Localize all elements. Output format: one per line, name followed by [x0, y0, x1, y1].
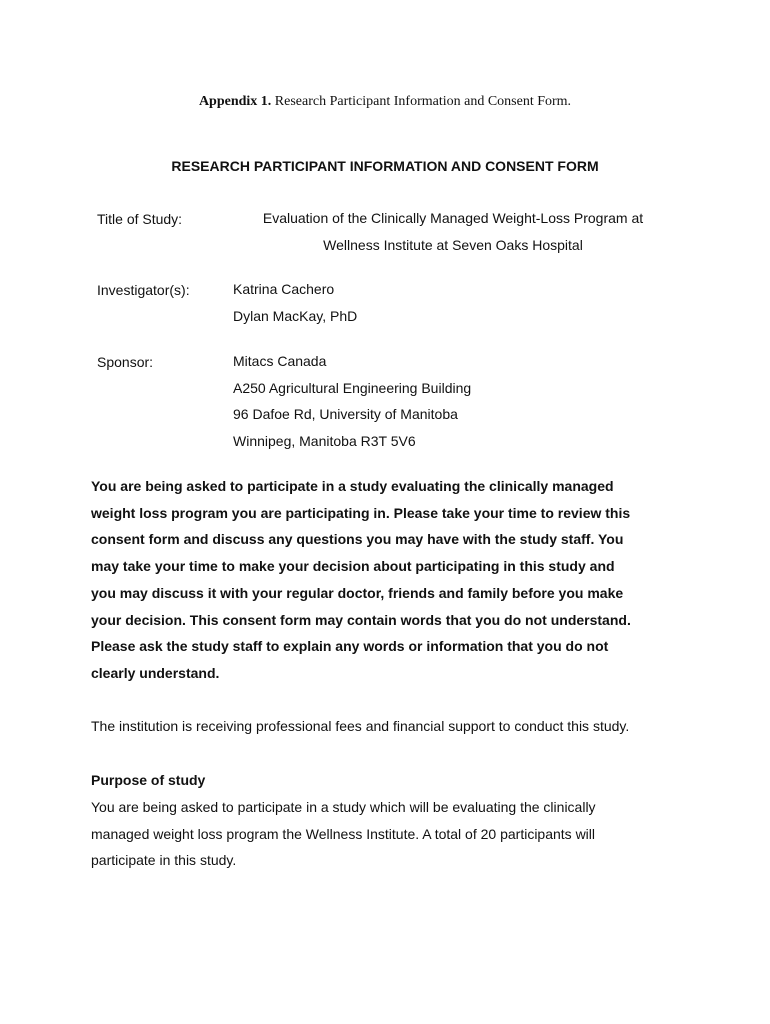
appendix-text: Research Participant Information and Consent Form. — [274, 94, 572, 109]
sponsor-line: Winnipeg, Manitoba R3T 5V6 — [233, 433, 416, 450]
intro-line: may take your time to make your decision about participating in this study and — [91, 558, 615, 575]
fees-paragraph: The institution is receiving professional fees and financial support to conduct this study. — [91, 718, 630, 734]
investigators-label: Investigator(s): — [97, 282, 190, 298]
investigator-name: Dylan MacKay, PhD — [233, 307, 358, 324]
study-title-label: Title of Study: — [97, 211, 183, 227]
purpose-line: managed weight loss program the Wellness Institute. A total of 20 participants will — [91, 825, 596, 842]
study-title-line: Evaluation of the Clinically Managed Weight-Loss Program at — [262, 210, 644, 226]
intro-line: clearly understand. — [91, 664, 220, 681]
investigators-value — [233, 276, 357, 329]
intro-paragraph — [91, 473, 691, 687]
investigator-name: Katrina Cachero — [233, 281, 335, 297]
sponsor-line: A250 Agricultural Engineering Building — [233, 379, 472, 396]
sponsor-label: Sponsor: — [97, 354, 154, 370]
document-title: RESEARCH PARTICIPANT INFORMATION AND CONSENT FORM — [171, 158, 599, 174]
purpose-paragraph — [91, 794, 596, 874]
purpose-line: participate in this study. — [91, 852, 237, 869]
intro-line: You are being asked to participate in a study evaluating the clinically managed — [91, 478, 614, 494]
sponsor-line: Mitacs Canada — [233, 353, 327, 369]
study-title-line: Wellness Institute at Seven Oaks Hospital — [323, 236, 583, 253]
intro-line: weight loss program you are participating in. Please take your time to review this — [91, 504, 631, 521]
sponsor-value — [233, 348, 471, 455]
sponsor-line: 96 Dafoe Rd, University of Manitoba — [233, 406, 458, 423]
purpose-line: You are being asked to participate in a study which will be evaluating the clinically — [91, 799, 596, 815]
appendix-caption — [0, 93, 770, 111]
intro-line: you may discuss it with your regular doctor, friends and family before you make — [91, 584, 624, 601]
intro-line: Please ask the study staff to explain any words or information that you do not — [91, 638, 609, 655]
study-title-value — [233, 205, 673, 258]
appendix-label: Appendix 1. — [198, 94, 272, 109]
intro-line: your decision. This consent form may contain words that you do not understand. — [91, 611, 631, 628]
intro-line: consent form and discuss any questions you may have with the study staff. You — [91, 531, 624, 548]
purpose-heading: Purpose of study — [91, 772, 206, 788]
